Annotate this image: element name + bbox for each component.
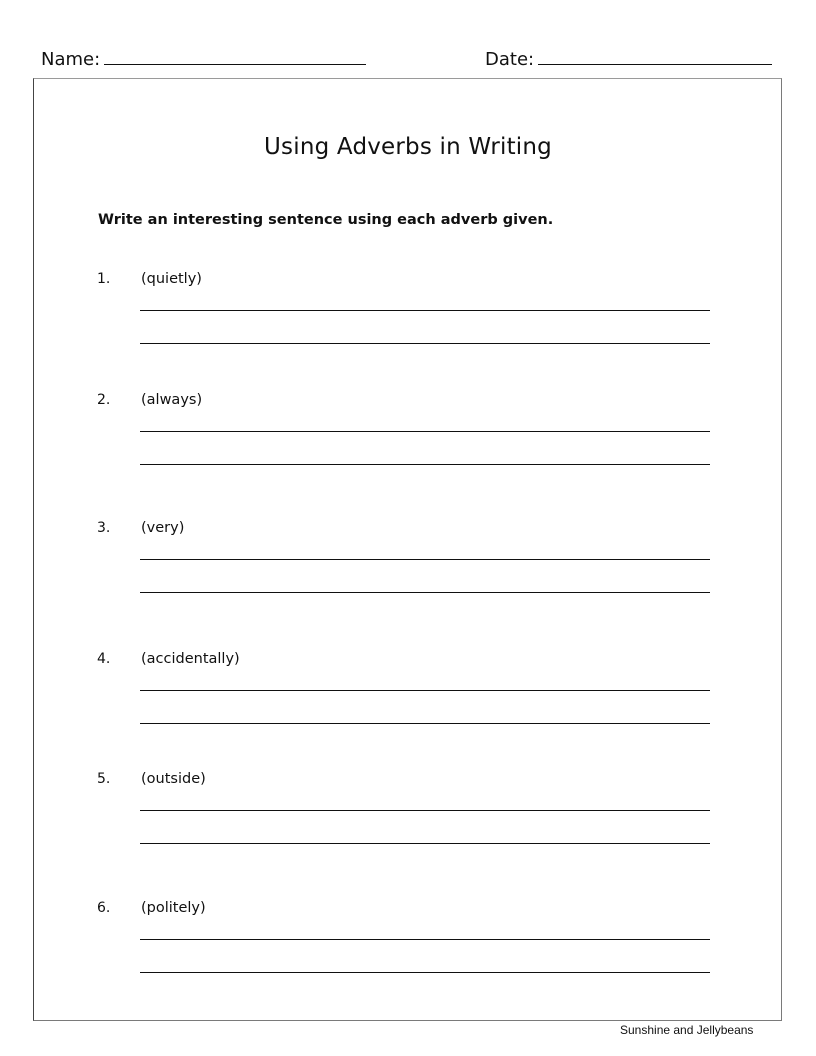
answer-line[interactable] bbox=[140, 690, 710, 691]
answer-line[interactable] bbox=[140, 559, 710, 560]
answer-line[interactable] bbox=[140, 843, 710, 844]
question-item-4 bbox=[0, 651, 816, 761]
date-field bbox=[485, 48, 772, 70]
question-number: 6. bbox=[97, 900, 111, 916]
question-number: 3. bbox=[97, 520, 111, 536]
date-label: Date: bbox=[485, 49, 535, 70]
adverb-prompt: (always) bbox=[141, 392, 203, 408]
question-number: 2. bbox=[97, 392, 111, 408]
adverb-prompt: (outside) bbox=[141, 771, 206, 787]
question-number: 5. bbox=[97, 771, 111, 787]
answer-line[interactable] bbox=[140, 464, 710, 465]
question-item-5 bbox=[0, 771, 816, 881]
question-item-1 bbox=[0, 271, 816, 381]
question-item-6 bbox=[0, 900, 816, 1010]
date-blank-line[interactable] bbox=[538, 48, 772, 65]
answer-line[interactable] bbox=[140, 431, 710, 432]
name-blank-line[interactable] bbox=[104, 48, 366, 65]
answer-line[interactable] bbox=[140, 723, 710, 724]
question-number: 1. bbox=[97, 271, 111, 287]
name-label: Name: bbox=[41, 49, 101, 70]
adverb-prompt: (politely) bbox=[141, 900, 206, 916]
name-field bbox=[41, 48, 366, 70]
answer-line[interactable] bbox=[140, 592, 710, 593]
answer-line[interactable] bbox=[140, 939, 710, 940]
adverb-prompt: (accidentally) bbox=[141, 651, 240, 667]
answer-line[interactable] bbox=[140, 810, 710, 811]
instructions: Write an interesting sentence using each adverb given. bbox=[98, 212, 554, 228]
answer-line[interactable] bbox=[140, 343, 710, 344]
adverb-prompt: (very) bbox=[141, 520, 185, 536]
question-item-3 bbox=[0, 520, 816, 630]
answer-line[interactable] bbox=[140, 972, 710, 973]
question-number: 4. bbox=[97, 651, 111, 667]
adverb-prompt: (quietly) bbox=[141, 271, 202, 287]
question-item-2 bbox=[0, 392, 816, 502]
footer-credit: Sunshine and Jellybeans bbox=[620, 1023, 754, 1037]
worksheet-title: Using Adverbs in Writing bbox=[264, 134, 552, 160]
answer-line[interactable] bbox=[140, 310, 710, 311]
